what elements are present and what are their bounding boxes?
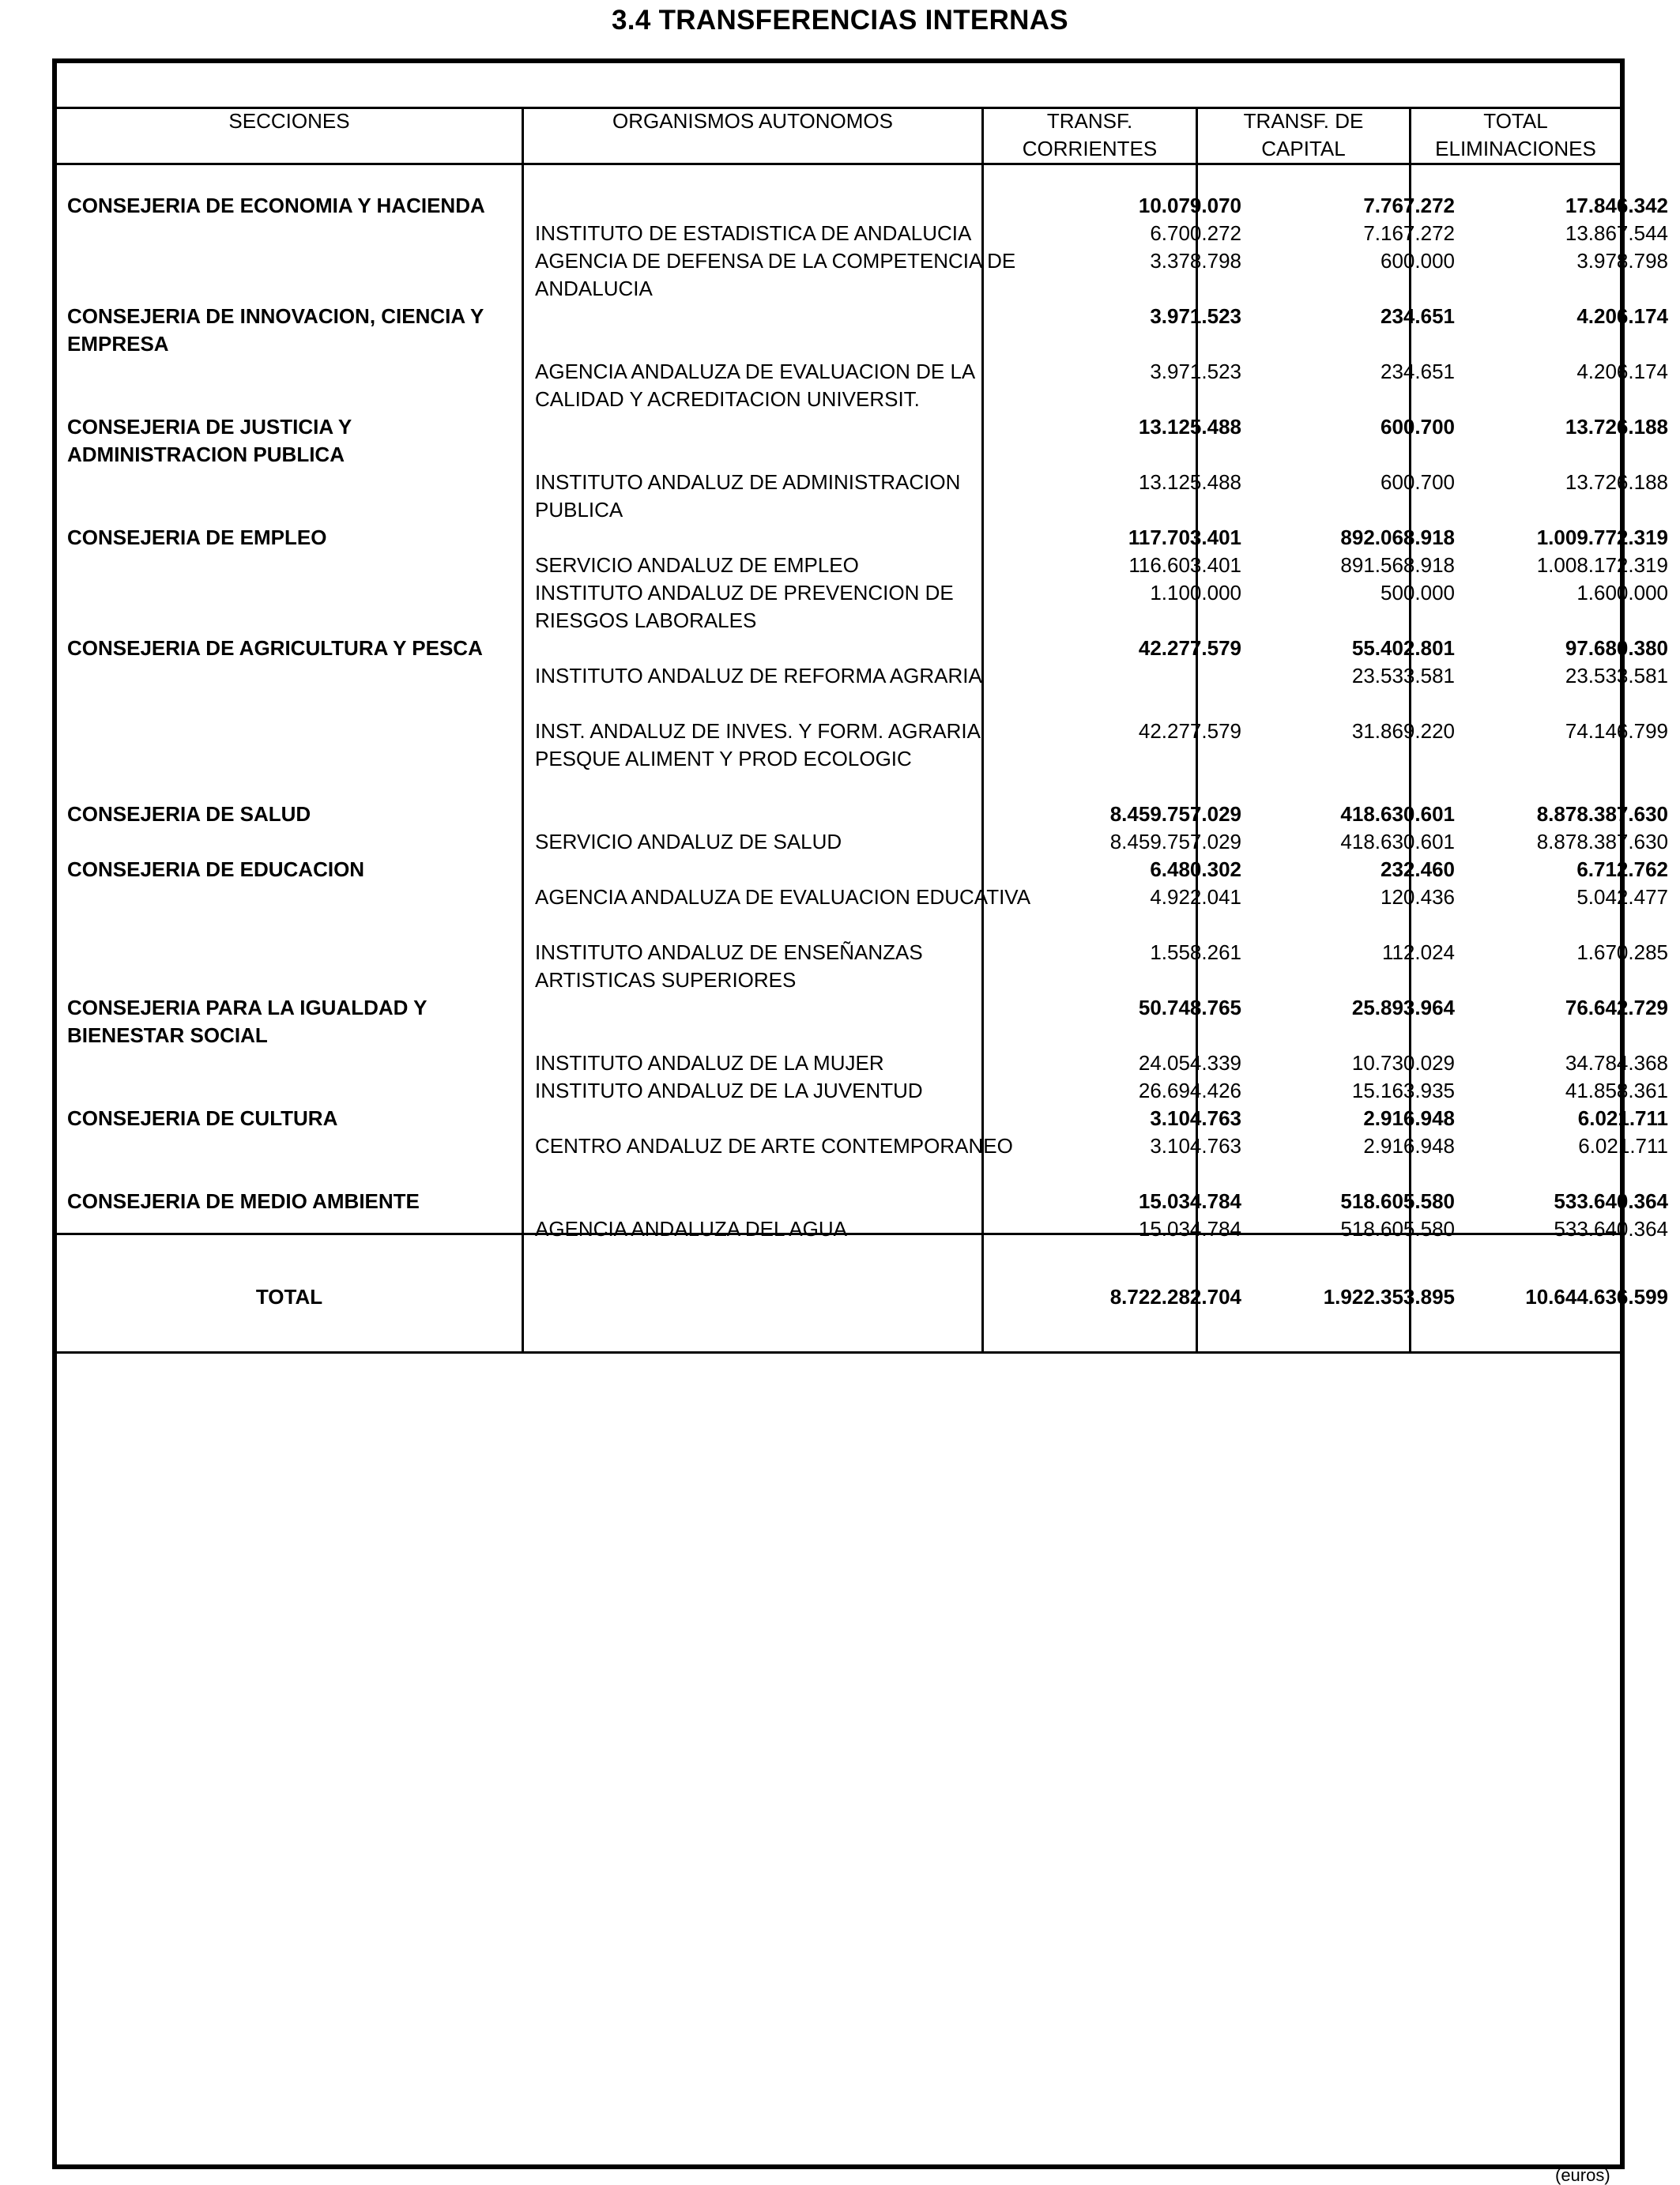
section-row	[57, 192, 1668, 220]
header-secciones-label: SECCIONES	[228, 109, 350, 133]
section-name: CONSEJERIA DE MEDIO AMBIENTE	[67, 1189, 420, 1213]
section-row	[57, 413, 1668, 469]
cell-total: 13.726.188	[1565, 470, 1668, 494]
cell-total: 1.008.172.319	[1536, 553, 1668, 577]
cell-total: 34.784.368	[1565, 1051, 1668, 1075]
cell-capital: 25.893.964	[1351, 996, 1455, 1019]
cell-capital: 15.163.935	[1351, 1079, 1455, 1102]
section-row	[57, 1105, 1668, 1132]
organism-row	[57, 247, 1668, 303]
organism-row	[57, 579, 1668, 635]
cell-corrientes: 6.700.272	[1150, 221, 1241, 245]
header-transf-corrientes	[984, 107, 1196, 163]
section-name: CONSEJERIA DE EDUCACION	[67, 857, 365, 881]
cell-capital: 232.460	[1381, 857, 1455, 881]
page-title: 3.4 TRANSFERENCIAS INTERNAS	[612, 5, 1068, 36]
cell-corrientes: 42.277.579	[1138, 719, 1241, 743]
header-capital-line1: TRANSF. DE	[1243, 109, 1364, 133]
cell-corrientes: 15.034.784	[1138, 1217, 1241, 1241]
organism-name: AGENCIA ANDALUZA DE EVALUACION EDUCATIVA	[535, 885, 1031, 909]
cell-total: 4.206.174	[1576, 360, 1668, 383]
organism-name: AGENCIA DE DEFENSA DE LA COMPETENCIA DE ANDALUCIA	[535, 249, 1016, 300]
cell-total: 5.042.477	[1576, 885, 1668, 909]
cell-capital: 112.024	[1381, 940, 1455, 964]
cell-capital: 892.068.918	[1340, 526, 1455, 549]
header-organismos	[524, 107, 981, 135]
total-corrientes: 8.722.282.704	[1109, 1285, 1241, 1309]
cell-corrientes: 3.971.523	[1150, 304, 1241, 328]
section-name: CONSEJERIA DE JUSTICIA Y ADMINISTRACION PUBLICA	[67, 415, 352, 466]
section-row	[57, 1188, 1668, 1215]
cell-capital: 891.568.918	[1340, 553, 1455, 577]
section-row	[57, 856, 1668, 883]
cell-total: 6.021.711	[1578, 1134, 1668, 1158]
header-total-eliminaciones	[1411, 107, 1620, 163]
cell-capital: 10.730.029	[1351, 1051, 1455, 1075]
cell-total: 17.846.342	[1565, 194, 1668, 217]
organism-row	[57, 1077, 1668, 1105]
cell-capital: 518.605.580	[1340, 1217, 1455, 1241]
organism-row	[57, 1049, 1668, 1077]
cell-capital: 600.000	[1381, 249, 1455, 273]
cell-capital: 234.651	[1381, 360, 1455, 383]
cell-total: 6.712.762	[1576, 857, 1668, 881]
cell-corrientes: 8.459.757.029	[1109, 830, 1241, 853]
header-corrientes-line2: CORRIENTES	[1022, 137, 1158, 160]
cell-corrientes: 13.125.488	[1138, 415, 1241, 439]
cell-total: 3.978.798	[1576, 249, 1668, 273]
cell-total: 4.206.174	[1576, 304, 1668, 328]
section-row	[57, 994, 1668, 1049]
cell-total: 76.642.729	[1565, 996, 1668, 1019]
cell-corrientes: 3.104.763	[1150, 1106, 1241, 1130]
cell-capital: 2.916.948	[1363, 1106, 1455, 1130]
cell-corrientes: 117.703.401	[1128, 526, 1241, 549]
cell-corrientes: 50.748.765	[1138, 996, 1241, 1019]
cell-total: 6.021.711	[1577, 1106, 1668, 1130]
organism-row	[57, 220, 1668, 247]
organism-name: INSTITUTO ANDALUZ DE REFORMA AGRARIA	[535, 664, 982, 688]
total-bottom-rule	[57, 1351, 1620, 1354]
cell-total: 1.670.285	[1576, 940, 1668, 964]
total-label: TOTAL	[255, 1285, 323, 1309]
cell-corrientes: 15.034.784	[1138, 1189, 1241, 1213]
cell-total: 41.858.361	[1565, 1079, 1668, 1102]
cell-corrientes: 116.603.401	[1128, 553, 1241, 577]
cell-capital: 2.916.948	[1363, 1134, 1455, 1158]
organism-row	[57, 1215, 1668, 1243]
organism-name: INSTITUTO ANDALUZ DE ADMINISTRACION PUBLICA	[535, 470, 961, 522]
header-secciones	[57, 107, 522, 135]
organism-name: INSTITUTO DE ESTADISTICA DE ANDALUCIA	[535, 221, 972, 245]
cell-corrientes: 42.277.579	[1138, 636, 1241, 660]
cell-total: 8.878.387.630	[1536, 830, 1668, 853]
cell-total: 1.009.772.319	[1536, 526, 1668, 549]
section-name: CONSEJERIA DE SALUD	[67, 802, 311, 826]
cell-corrientes: 24.054.339	[1138, 1051, 1241, 1075]
cell-corrientes: 13.125.488	[1138, 470, 1241, 494]
organism-row	[57, 939, 1668, 994]
organism-name: SERVICIO ANDALUZ DE EMPLEO	[535, 553, 859, 577]
cell-corrientes: 6.480.302	[1150, 857, 1241, 881]
total-capital: 1.922.353.895	[1323, 1285, 1455, 1309]
cell-capital: 7.767.272	[1363, 194, 1455, 217]
cell-corrientes: 3.104.763	[1150, 1134, 1241, 1158]
cell-total: 1.600.000	[1576, 581, 1668, 605]
header-bottom-rule	[57, 163, 1620, 165]
section-name: CONSEJERIA DE INNOVACION, CIENCIA Y EMPRESA	[67, 304, 484, 356]
cell-total: 8.878.387.630	[1536, 802, 1668, 826]
unit-note: (euros)	[1555, 2165, 1610, 2185]
cell-corrientes: 8.459.757.029	[1109, 802, 1241, 826]
cell-capital: 7.167.272	[1363, 221, 1455, 245]
section-name: CONSEJERIA DE CULTURA	[67, 1106, 338, 1130]
section-row	[57, 801, 1668, 828]
header-capital-line2: CAPITAL	[1261, 137, 1346, 160]
organism-row	[57, 883, 1668, 939]
organism-row	[57, 358, 1668, 413]
cell-total: 13.726.188	[1565, 415, 1668, 439]
organism-row	[57, 552, 1668, 579]
cell-corrientes: 1.558.261	[1150, 940, 1241, 964]
cell-capital: 120.436	[1381, 885, 1455, 909]
cell-corrientes: 1.100.000	[1150, 581, 1241, 605]
cell-capital: 418.630.601	[1340, 830, 1455, 853]
organism-name: CENTRO ANDALUZ DE ARTE CONTEMPORANEO	[535, 1134, 1013, 1158]
section-row	[57, 524, 1668, 552]
organism-name: INSTITUTO ANDALUZ DE LA MUJER	[535, 1051, 884, 1075]
organism-row	[57, 469, 1668, 524]
section-name: CONSEJERIA PARA LA IGUALDAD Y BIENESTAR SOCIAL	[67, 996, 428, 1047]
section-name: CONSEJERIA DE ECONOMIA Y HACIENDA	[67, 194, 485, 217]
header-total-line1: TOTAL	[1483, 109, 1548, 133]
header-organismos-label: ORGANISMOS AUTONOMOS	[612, 109, 893, 133]
cell-corrientes: 4.922.041	[1150, 885, 1241, 909]
header-transf-capital	[1198, 107, 1409, 163]
organism-name: INSTITUTO ANDALUZ DE PREVENCION DE RIESGOS LABORALES	[535, 581, 954, 632]
organism-name: INST. ANDALUZ DE INVES. Y FORM. AGRARIA PESQUE ALIMENT Y PROD ECOLOGIC	[535, 719, 980, 770]
cell-capital: 600.700	[1381, 470, 1455, 494]
header-total-line2: ELIMINACIONES	[1435, 137, 1596, 160]
section-name: CONSEJERIA DE AGRICULTURA Y PESCA	[67, 636, 483, 660]
organism-row	[57, 718, 1668, 801]
organism-name: AGENCIA ANDALUZA DE EVALUACION DE LA CALIDAD Y ACREDITACION UNIVERSIT.	[535, 360, 974, 411]
cell-total: 97.680.380	[1565, 636, 1668, 660]
cell-corrientes: 3.971.523	[1150, 360, 1241, 383]
section-row	[57, 303, 1668, 358]
organism-name: INSTITUTO ANDALUZ DE LA JUVENTUD	[535, 1079, 923, 1102]
cell-capital: 500.000	[1381, 581, 1455, 605]
cell-capital: 55.402.801	[1351, 636, 1455, 660]
cell-total: 13.867.544	[1565, 221, 1668, 245]
organism-name: AGENCIA ANDALUZA DEL AGUA	[535, 1217, 847, 1241]
total-eliminaciones: 10.644.636.599	[1525, 1285, 1668, 1309]
cell-total: 533.640.364	[1554, 1217, 1668, 1241]
cell-capital: 234.651	[1381, 304, 1455, 328]
table-frame	[52, 58, 1668, 2169]
section-name: CONSEJERIA DE EMPLEO	[67, 526, 327, 549]
cell-capital: 518.605.580	[1340, 1189, 1455, 1213]
organism-row	[57, 828, 1668, 856]
header-corrientes-line1: TRANSF.	[1046, 109, 1133, 133]
cell-total: 533.640.364	[1554, 1189, 1668, 1213]
cell-total: 23.533.581	[1565, 664, 1668, 688]
organism-name: SERVICIO ANDALUZ DE SALUD	[535, 830, 842, 853]
cell-total: 74.146.799	[1565, 719, 1668, 743]
cell-capital: 600.700	[1381, 415, 1455, 439]
cell-corrientes: 26.694.426	[1138, 1079, 1241, 1102]
section-row	[57, 635, 1668, 662]
organism-row	[57, 662, 1668, 718]
organism-row	[57, 1132, 1668, 1188]
organism-name: INSTITUTO ANDALUZ DE ENSEÑANZAS ARTISTICAS SUPERIORES	[535, 940, 923, 992]
cell-capital: 23.533.581	[1351, 664, 1455, 688]
cell-corrientes: 3.378.798	[1150, 249, 1241, 273]
cell-capital: 31.869.220	[1351, 719, 1455, 743]
cell-capital: 418.630.601	[1340, 802, 1455, 826]
cell-corrientes: 10.079.070	[1138, 194, 1241, 217]
